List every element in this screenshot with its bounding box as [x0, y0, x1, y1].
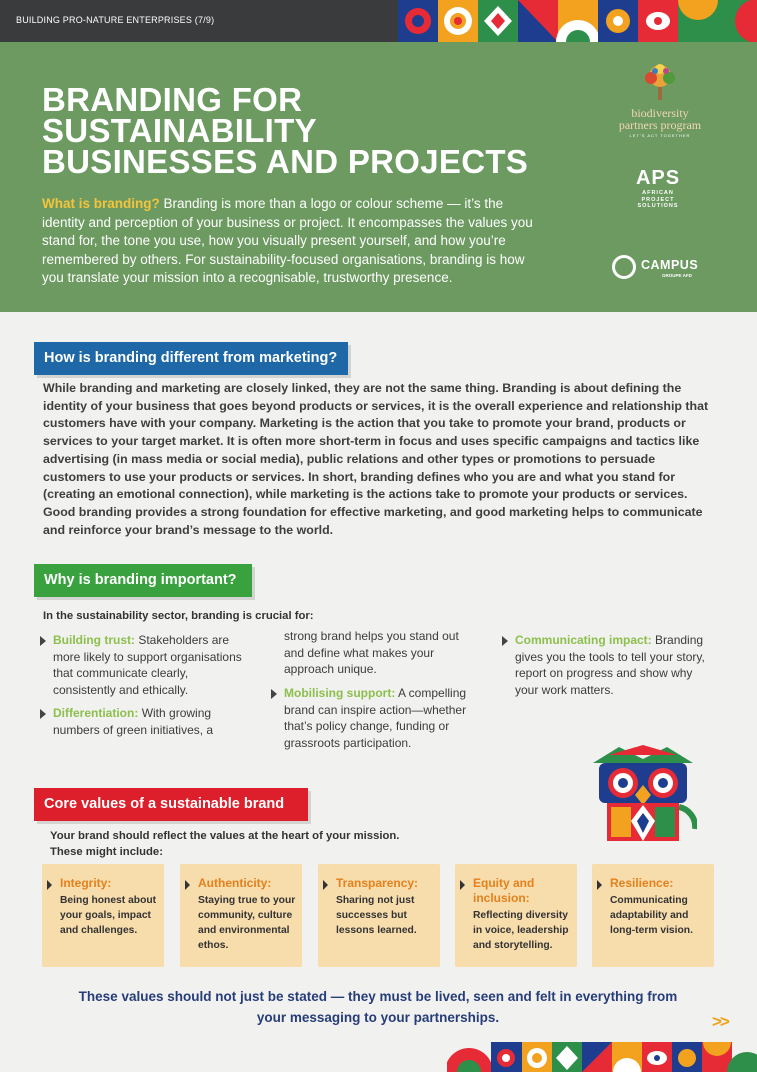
- aps-logo: [628, 167, 688, 210]
- bullet-arrow-icon: [40, 636, 46, 646]
- importance-heading: Why is branding important?: [34, 564, 252, 597]
- african-pattern-top: [398, 0, 757, 42]
- value-card-text: Sharing not just successes but lessons learned.: [336, 895, 417, 936]
- bullet-text: strong brand helps you stand out and define what makes your approach unique.: [284, 629, 459, 676]
- value-card-text: Reflecting diversity in voice, leadership and storytelling.: [473, 910, 569, 951]
- value-card-integrity: [42, 864, 164, 967]
- value-card-equity-inclusion: [455, 864, 577, 967]
- card-arrow-icon: [47, 880, 52, 890]
- values-heading: Core values of a sustainable brand: [34, 788, 308, 821]
- card-arrow-icon: [597, 880, 602, 890]
- marketing-body: While branding and marketing are closely linked, they are not the same thing. Branding is about defining the identity of your business that goes beyond products or services, it is the overall experience and relationship that customers have with your company. Marketing is the action that you take to promote your brand, products or services to your target market. It is often more short-term in focus and uses specific campaigns and tactics like advertising (in mass media or social media), public relations and other types or promotions to persuade customers to use your products or services. In short, branding defines who you are and what you stand for (creating an emotional connection), while marketing is the actions take to promote your products or services. Good branding provides a strong foundation for effective marketing, and good marketing helps to communicate and reinforce your brand’s message to the world.: [43, 381, 709, 537]
- values-lead-line1: Your brand should reflect the values at the heart of your mission.: [50, 830, 400, 842]
- bpp-tagline: LET’S ACT TOGETHER: [629, 133, 691, 138]
- value-card-title: Integrity:: [60, 876, 112, 890]
- bullet-text: With growing numbers of green initiatives, a: [53, 706, 214, 737]
- intro-question: What is branding?: [42, 196, 160, 211]
- next-page-arrows-icon[interactable]: >>: [712, 1012, 728, 1031]
- value-card-transparency: [318, 864, 440, 967]
- aps-line3: SOLUTIONS: [637, 203, 679, 209]
- value-card-title: Resilience:: [610, 876, 674, 890]
- card-arrow-icon: [323, 880, 328, 890]
- values-lead: [50, 829, 399, 860]
- aps-mark: APS: [635, 167, 681, 189]
- african-pattern-icon: [447, 1042, 757, 1072]
- closing-line1: These values should not just be stated — they must be lived, seen and felt in everything from: [78, 989, 678, 1004]
- closing-line2: your messaging to your partnerships.: [256, 1010, 500, 1025]
- bullet-communicating-impact: [515, 632, 715, 698]
- closing-statement: [40, 986, 716, 1028]
- card-arrow-icon: [185, 880, 190, 890]
- value-card-authenticity: [180, 864, 302, 967]
- bullet-text: A compelling brand can inspire action—whether that’s policy change, funding or grassroots participation.: [284, 686, 467, 750]
- title-line-3: BUSINESSES AND PROJECTS: [42, 143, 529, 180]
- aps-line2: PROJECT: [641, 196, 675, 203]
- page-title: [42, 81, 562, 180]
- importance-lead: In the sustainability sector, branding is crucial for:: [43, 610, 314, 622]
- bullet-title: Building trust:: [53, 633, 135, 647]
- intro-paragraph: [42, 195, 542, 288]
- mask-mascot-icon: [589, 745, 697, 845]
- card-arrow-icon: [460, 880, 465, 890]
- bpp-logo: [600, 62, 720, 138]
- bullet-arrow-icon: [40, 709, 46, 719]
- bpp-tree-logo-icon: [639, 62, 681, 102]
- bullet-differentiation-continued: [284, 628, 474, 678]
- campus-ring-icon: [612, 255, 636, 279]
- bullet-building-trust: [53, 632, 253, 698]
- hero-section: [0, 42, 757, 312]
- bpp-name-line1: biodiversity: [631, 106, 689, 120]
- bullet-title: Communicating impact:: [515, 633, 652, 647]
- marketing-heading: How is branding different from marketing?: [34, 342, 348, 375]
- bullet-arrow-icon: [502, 636, 508, 646]
- aps-line1: AFRICAN: [642, 190, 674, 196]
- african-pattern-bottom: [447, 1042, 757, 1072]
- bullet-title: Mobilising support:: [284, 686, 396, 700]
- campus-sub: GROUPE AFD: [662, 273, 692, 278]
- bullet-differentiation: [53, 705, 233, 738]
- bullet-mobilising-support: [284, 685, 474, 751]
- bpp-name-line2: partners program: [618, 118, 702, 132]
- intro-text: Branding is more than a logo or colour scheme — it’s the identity and perception of your business or project. It encompasses the values you stand for, the tone you use, how you visually present yourself, and how you’re remembered by others. For sustainability-focused organisations, branding is how you translate your mission into a recognisable, trustworthy presence.: [42, 196, 533, 285]
- african-pattern-icon: [398, 0, 757, 42]
- value-card-resilience: [592, 864, 714, 967]
- title-line-1: BRANDING FOR: [42, 81, 303, 118]
- value-card-title: Transparency:: [336, 876, 419, 890]
- values-lead-line2: These might include:: [50, 845, 163, 858]
- bullet-title: Differentiation:: [53, 706, 139, 720]
- campus-name: CAMPUS: [641, 258, 699, 272]
- bullet-text: Stakeholders are more likely to support organisations that communicate clearly, consistently and ethically.: [53, 633, 242, 697]
- value-card-text: Staying true to your community, culture and environmental ethos.: [198, 895, 296, 951]
- series-label: BUILDING PRO-NATURE ENTERPRISES (7/9): [16, 15, 215, 25]
- bullet-arrow-icon: [271, 689, 277, 699]
- value-card-title: Authenticity:: [198, 876, 272, 890]
- value-card-text: Being honest about your goals, impact and challenges.: [60, 895, 157, 936]
- value-card-text: Communicating adaptability and long-term vision.: [610, 895, 693, 936]
- bullet-text: Branding gives you the tools to tell your story, report on progress and show why your work matters.: [515, 633, 705, 697]
- value-card-title: Equity and inclusion:: [473, 876, 535, 905]
- title-line-2: SUSTAINABILITY: [42, 112, 317, 149]
